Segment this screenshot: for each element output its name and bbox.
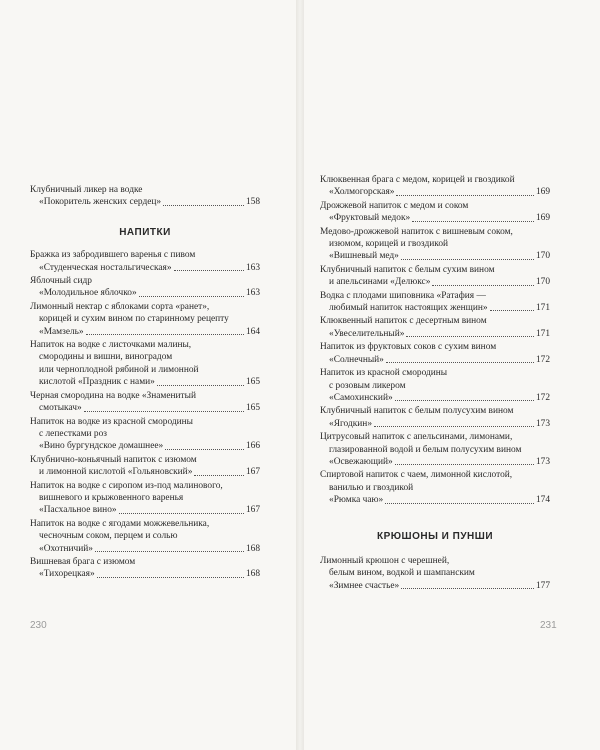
toc-entry-title-line — [30, 466, 260, 478]
toc-entry — [30, 556, 260, 581]
toc-page-number: 171 — [535, 303, 550, 314]
right-toc-column — [320, 174, 550, 593]
toc-entry-title-line — [320, 392, 550, 404]
toc-entry-title-line — [30, 326, 260, 338]
left-top-entries — [30, 184, 260, 209]
toc-entry-title: «Освежающий» — [329, 456, 393, 467]
toc-entry — [30, 518, 260, 555]
toc-entry-title: «Охотничий» — [39, 543, 93, 554]
dot-leader — [396, 195, 533, 196]
toc-entry-title: «Вино бургундское домашнее» — [39, 441, 164, 452]
toc-page-number: 166 — [245, 441, 260, 452]
toc-entry-line: Клюквенный напиток с десертным вином — [320, 316, 487, 327]
dot-leader — [95, 551, 244, 552]
toc-entry — [320, 469, 550, 506]
toc-entry — [320, 431, 550, 468]
dot-leader — [406, 336, 534, 337]
toc-entry-line: чесночным соком, перцем и солью — [39, 531, 178, 542]
toc-entry-title-line — [30, 287, 260, 299]
dot-leader — [385, 503, 534, 504]
toc-entry-line: Цитрусовый напиток с апельсинами, лимонами, — [320, 432, 513, 443]
toc-entry-line: Напиток из фруктовых соков с сухим вином — [320, 342, 497, 353]
toc-entry-line: Бражка из забродившего варенья с пивом — [30, 250, 196, 261]
toc-entry — [320, 315, 550, 340]
right-entries — [320, 174, 550, 507]
toc-entry — [30, 275, 260, 300]
toc-entry — [30, 480, 260, 517]
toc-entry-title: «Пасхальное вино» — [39, 505, 117, 516]
dot-leader — [395, 400, 534, 401]
toc-entry — [320, 405, 550, 430]
toc-entry-title-line — [30, 402, 260, 414]
toc-entry-title-line — [320, 354, 550, 366]
toc-entry — [320, 290, 550, 315]
dot-leader — [165, 449, 244, 450]
dot-leader — [163, 205, 244, 206]
toc-entry — [30, 184, 260, 209]
toc-entry-line: Лимонный нектар с яблоками сорта «ранет», — [30, 301, 210, 312]
toc-page-number: 163 — [245, 262, 260, 273]
dot-leader — [412, 221, 534, 222]
dot-leader — [86, 334, 244, 335]
toc-page-number: 172 — [535, 354, 550, 365]
toc-entry — [30, 301, 260, 338]
book-gutter — [296, 0, 304, 750]
toc-entry-line: белым вином, водкой и шампанским — [329, 568, 475, 579]
dot-leader — [401, 259, 534, 260]
dot-leader — [157, 385, 244, 386]
toc-entry-title: «Самохинский» — [329, 392, 393, 403]
toc-entry — [320, 555, 550, 592]
toc-page-number: 170 — [535, 277, 550, 288]
toc-entry-line: Клубнично-коньячный напиток с изюмом — [30, 454, 197, 465]
dot-leader — [84, 411, 244, 412]
toc-entry-line: Вишневая брага с изюмом — [30, 556, 136, 567]
left-toc-column — [30, 184, 260, 582]
toc-entry-title: «Мамзель» — [39, 326, 84, 337]
dot-leader — [97, 577, 244, 578]
toc-entry-line: корицей и сухим вином по старинному рецепту — [39, 314, 229, 325]
toc-entry-title-line — [320, 276, 550, 288]
toc-entry-title: и апельсинами «Делюкс» — [329, 277, 431, 288]
toc-entry-title: «Студенческая ностальгическая» — [39, 262, 172, 273]
toc-entry-line: Лимонный крюшон с черешней, — [320, 555, 450, 566]
toc-entry-title: «Увеселительный» — [329, 328, 405, 339]
dot-leader — [432, 285, 534, 286]
toc-entry-line: глазированной водой и белым полусухим вином — [329, 444, 522, 455]
dot-leader — [395, 464, 534, 465]
toc-entry-line: Дрожжевой напиток с медом и соком — [320, 200, 469, 211]
dot-leader — [119, 513, 244, 514]
page-number-right: 231 — [540, 620, 557, 631]
toc-entry-line: Клубничный ликер на водке — [30, 185, 143, 195]
toc-entry-title: кислотой «Праздник с нами» — [39, 377, 155, 388]
section-heading-drinks: НАПИТКИ — [119, 226, 171, 238]
toc-entry-title-line — [320, 580, 550, 592]
toc-entry-line: Напиток на водке с листочками малины, — [30, 340, 192, 351]
toc-entry-title-line — [320, 328, 550, 340]
toc-entry-title-line — [320, 456, 550, 468]
toc-entry-title: и лимонной кислотой «Гольяновский» — [39, 467, 193, 478]
toc-entry-title-line — [30, 262, 260, 274]
dot-leader — [139, 296, 244, 297]
toc-entry-line: Водка с плодами шиповника «Ратафия — — [320, 290, 486, 301]
page-number-left: 230 — [30, 620, 47, 631]
toc-entry-line: Спиртовой напиток с чаем, лимонной кислотой, — [320, 470, 513, 481]
toc-entry-title: «Молодильное яблочко» — [39, 288, 137, 299]
toc-page-number: 168 — [245, 543, 260, 554]
toc-entry-line: Черная смородина на водке «Знаменитый — [30, 390, 196, 401]
toc-entry-line: Клубничный напиток с белым сухим вином — [320, 264, 495, 275]
dot-leader — [386, 362, 534, 363]
toc-entry — [320, 264, 550, 289]
toc-entry — [30, 416, 260, 453]
toc-entry-title: «Вишневый мед» — [329, 251, 399, 262]
toc-entry-title-line — [30, 440, 260, 452]
toc-entry-line: с розовым ликером — [329, 380, 406, 391]
toc-entry — [320, 174, 550, 199]
toc-entry-title: любимый напиток настоящих женщин» — [329, 303, 488, 314]
toc-entry-title-line — [30, 504, 260, 516]
toc-entry — [30, 339, 260, 389]
toc-entry-line: Напиток на водке из красной смородины — [30, 416, 193, 427]
toc-entry-title: «Покоритель женских сердец» — [39, 197, 162, 208]
toc-page-number: 171 — [535, 328, 550, 339]
dot-leader — [490, 310, 534, 311]
dot-leader — [374, 426, 534, 427]
toc-entry-title-line — [30, 376, 260, 388]
toc-page-number: 167 — [245, 505, 260, 516]
toc-entry — [30, 390, 260, 415]
section-heading-punches: КРЮШОНЫ И ПУНШИ — [376, 530, 494, 542]
toc-page-number: 169 — [535, 213, 550, 224]
dot-leader — [194, 475, 244, 476]
toc-entry-line: Медово-дрожжевой напиток с вишневым соком, — [320, 226, 513, 237]
toc-entry-title-line — [30, 543, 260, 555]
toc-page-number: 173 — [535, 456, 550, 467]
toc-entry-title: «Тихорецкая» — [39, 569, 95, 580]
dot-leader — [174, 270, 244, 271]
toc-entry — [320, 226, 550, 263]
toc-entry-title-line — [320, 494, 550, 506]
toc-page-number: 172 — [535, 392, 550, 403]
toc-entry-line: Клюквенная брага с медом, корицей и гвоздикой — [320, 175, 515, 185]
toc-page-number: 165 — [245, 377, 260, 388]
toc-entry — [320, 200, 550, 225]
toc-entry-title-line — [320, 212, 550, 224]
toc-page-number: 170 — [535, 251, 550, 262]
toc-page-number: 174 — [535, 495, 550, 506]
toc-entry-line: Яблочный сидр — [30, 276, 92, 287]
toc-entry-title-line — [320, 250, 550, 262]
toc-entry-line: Напиток на водке с ягодами можжевельника, — [30, 518, 210, 529]
dot-leader — [401, 588, 534, 589]
toc-entry-title: «Холмогорская» — [329, 187, 395, 198]
toc-entry-title-line — [320, 418, 550, 430]
toc-entry-title: «Солнечный» — [329, 354, 384, 365]
toc-entry — [30, 454, 260, 479]
toc-entry — [320, 367, 550, 404]
toc-page-number: 158 — [245, 197, 260, 208]
toc-entry-line: смородины и вишни, виноградом — [39, 352, 173, 363]
toc-entry-line: с лепестками роз — [39, 428, 107, 439]
toc-entry-line: Напиток из красной смородины — [320, 368, 448, 379]
toc-entry-title-line — [30, 568, 260, 580]
toc-entry-title: «Рюмка чаю» — [329, 495, 384, 506]
toc-page-number: 168 — [245, 569, 260, 580]
toc-entry — [30, 249, 260, 274]
left-entries — [30, 249, 260, 581]
toc-entry-line: Напиток на водке с сиропом из-под малинового, — [30, 480, 223, 491]
toc-entry-title-line — [30, 196, 260, 208]
right-entries-punches — [320, 555, 550, 592]
toc-entry-title: «Зимнее счастье» — [329, 580, 400, 591]
toc-entry-title-line — [320, 186, 550, 198]
toc-entry-line: вишневого и крыжовенного варенья — [39, 492, 184, 503]
toc-page-number: 164 — [245, 326, 260, 337]
toc-entry-line: изюмом, корицей и гвоздикой — [329, 239, 449, 250]
toc-entry-line: ванилью и гвоздикой — [329, 482, 414, 493]
toc-page-number: 165 — [245, 403, 260, 414]
toc-entry-title: «Ягодкин» — [329, 418, 373, 429]
toc-page-number: 173 — [535, 418, 550, 429]
toc-entry-title: «Фруктовый медок» — [329, 213, 411, 224]
toc-page-number: 169 — [535, 187, 550, 198]
toc-page-number: 177 — [535, 580, 550, 591]
toc-entry-line: Клубничный напиток с белым полусухим вином — [320, 406, 514, 417]
toc-entry-title: смотыкач» — [39, 403, 82, 414]
toc-entry-title-line — [320, 302, 550, 314]
toc-entry-line: или черноплодной рябиной и лимонной — [39, 364, 199, 375]
toc-entry — [320, 341, 550, 366]
toc-page-number: 163 — [245, 288, 260, 299]
toc-page-number: 167 — [245, 467, 260, 478]
